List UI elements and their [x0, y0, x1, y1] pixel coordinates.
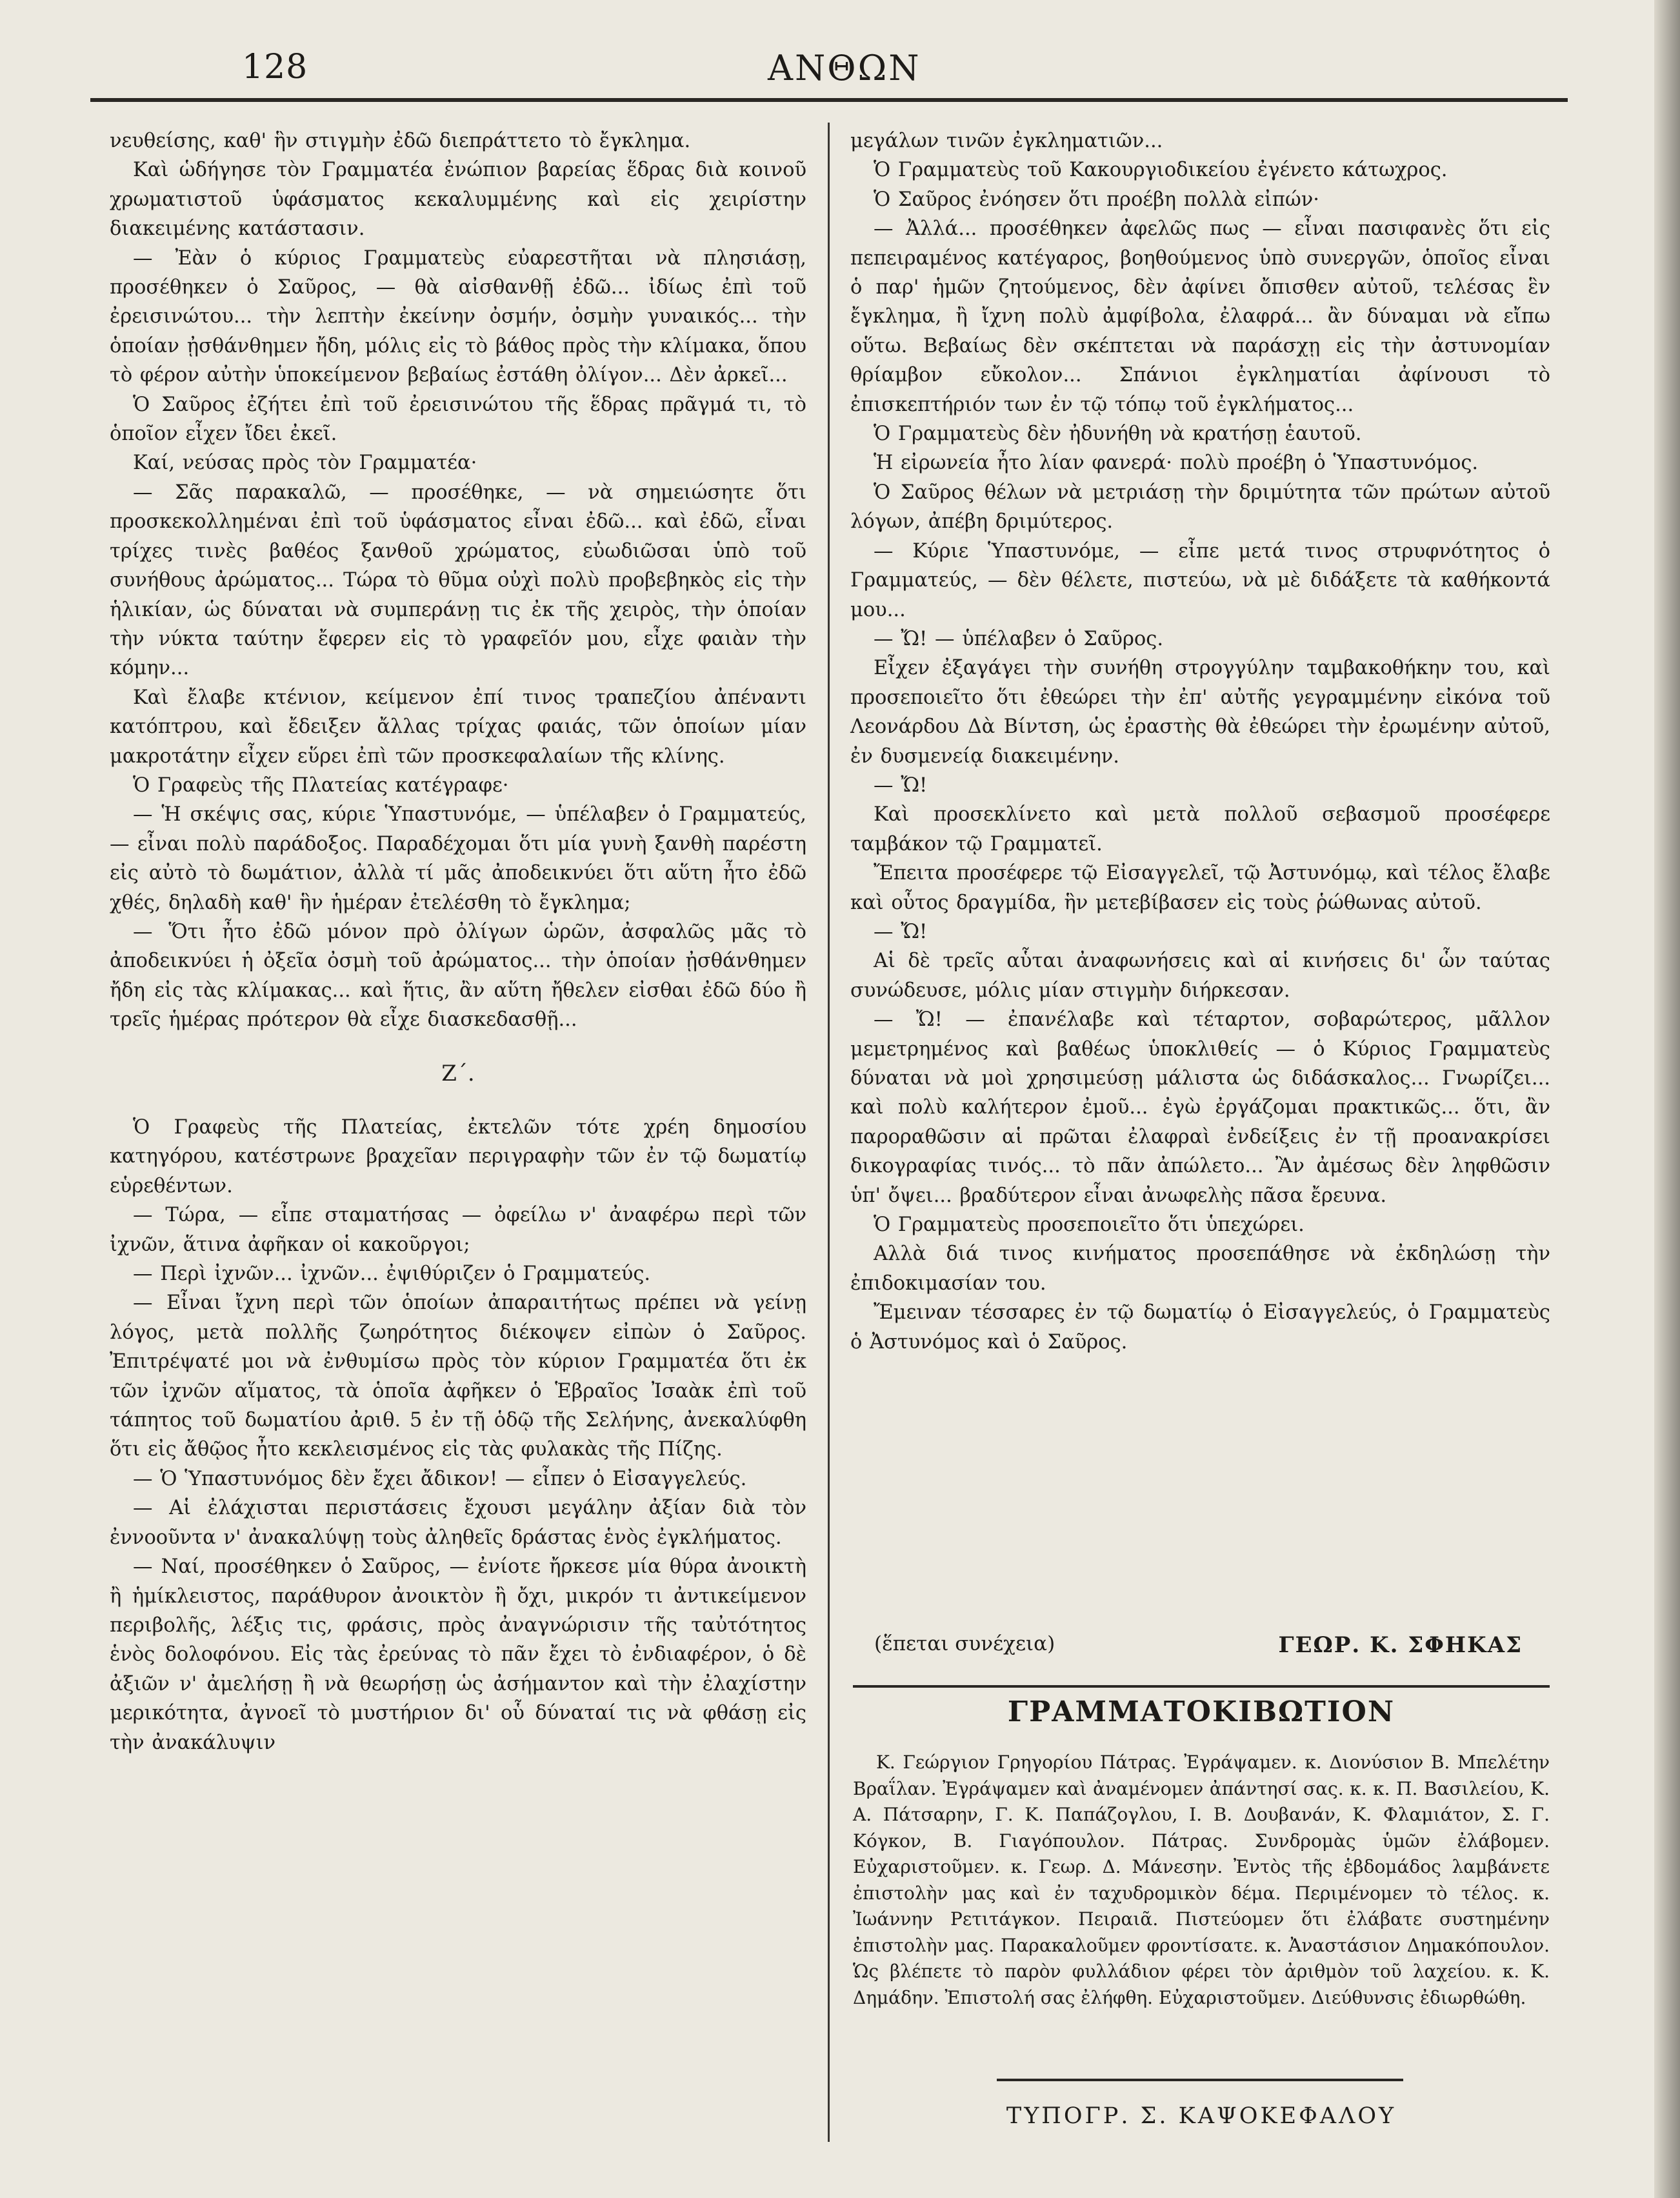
- section-heading: ΓΡΑΜΜΑΤΟΚΙΒΩΤΙΟΝ: [1007, 1695, 1395, 1728]
- paragraph: — Ὤ!: [874, 920, 928, 943]
- paragraph: Ὁ Γραμματεὺς δὲν ἠδυνήθη νὰ κρατήσῃ ἑαυτοῦ.: [874, 423, 1362, 446]
- paragraph: — Ἡ σκέψις σας, κύριε Ὑπαστυνόμε, — ὑπέλαβεν ὁ Γραμματεύς, — εἶναι πολὺ παράδοξος. Παραδέχομαι ὅτι μία γυνὴ ξανθὴ παρέστη εἰς αὐτὸ τὸ δωμάτιον, ἀλλὰ τί μᾶς ἀποδεικνύει ὅτι αὕτη ἦτο ἐδῶ χθές, δηλαδὴ καθ' ἣν ἡμέραν ἐτελέσθη τὸ ἔγκλημα;: [110, 803, 806, 914]
- paragraph: — Ὁ Ὑπαστυνόμος δὲν ἔχει ἄδικον! — εἶπεν ὁ Εἰσαγγελεύς.: [133, 1467, 747, 1490]
- paragraph: — Σᾶς παρακαλῶ, — προσέθηκε, — νὰ σημειώσητε ὅτι προσκεκολλημέναι ἐπὶ τοῦ ὑφάσματος εἶναι ἐδῶ... καὶ ἐδῶ, εἶναι τρίχες τινὲς βαθέος ξανθοῦ χρώματος, εὐωδιῶσαι ὑπὸ τοῦ συνήθους ἀρώματος... Τώρα τὸ θῦμα οὐχὶ πολὺ προβεβηκὸς εἰς τὴν ἡλικίαν, ὡς δύναται νὰ συμπεράνῃ τις ἐκ τῆς χειρὸς, τὴν ὁποίαν τὴν νύκτα ταύτην ἔφερεν εἰς τὸ γραφεῖόν μου, εἶχε φαιὰν τὴν κόμην...: [110, 481, 806, 680]
- chapter-number: Ζ΄.: [441, 1060, 475, 1086]
- paragraph: Ἡ εἰρωνεία ἦτο λίαν φανερά· πολὺ προέβη ὁ Ὑπαστυνόμος.: [874, 452, 1479, 475]
- page-header: [90, 45, 1568, 97]
- paragraph: — Περὶ ἰχνῶν... ἰχνῶν... ἐψιθύριζεν ὁ Γραμματεύς.: [133, 1263, 651, 1286]
- paragraph: Ὁ Σαῦρος θέλων νὰ μετριάσῃ τὴν δριμύτητα τῶν πρώτων αὐτοῦ λόγων, ἀπέβη δριμύτερος.: [850, 481, 1550, 534]
- header-rule: [90, 98, 1568, 102]
- paragraph: — Κύριε Ὑπαστυνόμε, — εἶπε μετά τινος στρυφνότητος ὁ Γραμματεύς, — δὲν θέλετε, πιστεύω, νὰ μὲ διδάξετε τὰ καθήκοντά μου...: [850, 539, 1550, 621]
- paragraph: Ὁ Γραφεὺς τῆς Πλατείας, ἐκτελῶν τότε χρέη δημοσίου κατηγόρου, κατέστρωνε βραχεῖαν περιγραφὴν τῶν ἐν τῷ δωματίῳ εὑρεθέντων.: [110, 1116, 806, 1197]
- paragraph: Ἔμειναν τέσσαρες ἐν τῷ δωματίῳ ὁ Εἰσαγγελεύς, ὁ Γραμματεὺς ὁ Ἀστυνόμος καὶ ὁ Σαῦρος.: [850, 1301, 1550, 1354]
- binding-shadow: [1654, 0, 1680, 2198]
- paragraph: — Ἀλλά... προσέθηκεν ἀφελῶς πως — εἶναι πασιφανὲς ὅτι εἰς πεπειραμένος κατέγαρος, βοηθούμενος ὑπὸ συνεργῶν, ὁποῖος εἶναι ὁ παρ' ἡμῶν ζητούμενος, δὲν ἀφίνει ὄπισθεν αὐτοῦ, τελέσας ἓν ἔγκλημα, ἢ ἴχνη πολὺ ἀμφίβολα, ἐλαφρά... ἂν δύναμαι νὰ εἴπω οὕτω. Βεβαίως δὲν σκέπτεται νὰ παράσχῃ εἰς τὴν ἀστυνομίαν θρίαμβον εὔκολον... Σπάνιοι ἐγκληματίαι ἀφίνουσι τὸ ἐπισκεπτήριόν των ἐν τῷ τόπῳ τοῦ ἐγκλήματος...: [850, 217, 1550, 416]
- paragraph: — Ὤ!: [874, 774, 928, 797]
- paragraph: — Ὅτι ἦτο ἐδῶ μόνον πρὸ ὀλίγων ὡρῶν, ἀσφαλῶς μᾶς τὸ ἀποδεικνύει ἡ ὀξεῖα ὀσμὴ τοῦ ἀρώματος... τὴν ὁποίαν ᾐσθάνθημεν ἤδη εἰς τὰς κλίμακας... καὶ ἥτις, ἂν αὕτη ἤθελεν εἰσθαι ἐδῶ δύο ἢ τρεῖς ἡμέρας πρότερον θὰ εἶχε διασκεδασθῇ...: [110, 920, 806, 1032]
- printer-imprint: ΤΥΠΟΓΡ. Σ. ΚΑΨΟΚΕΦΑΛΟΥ: [1006, 2103, 1397, 2129]
- paragraph: — Ὤ! — ὑπέλαβεν ὁ Σαῦρος.: [874, 627, 1164, 650]
- paragraph: — Ἐὰν ὁ κύριος Γραμματεὺς εὐαρεστῆται νὰ πλησιάσῃ, προσέθηκεν ὁ Σαῦρος, — θὰ αἰσθανθῇ ἐδῶ... ἰδίως ἐπὶ τοῦ ἐρεισινώτου... τὴν λεπτὴν ἐκείνην ὀσμήν, ὀσμὴν γυναικός... τὴν ὁποίαν ᾐσθάνθημεν ἤδη, μόλις εἰς τὸ βάθος πρὸς τὴν κλίμακα, ὅπου τὸ φέρον αὐτὴν ὑποκείμενον βεβαίως ἐστάθη ὀλίγον... Δὲν ἀρκεῖ...: [110, 246, 806, 387]
- paragraph: Καὶ ὡδήγησε τὸν Γραμματέα ἐνώπιον βαρείας ἕδρας διὰ κοινοῦ χρωματιστοῦ ὑφάσματος κεκαλυμμένης καὶ εἰς χειρίστην διακειμένης κατάστασιν.: [110, 159, 806, 241]
- imprint-rule: [997, 2079, 1403, 2081]
- paragraph: Καί, νεύσας πρὸς τὸν Γραμματέα·: [133, 452, 477, 475]
- paragraph: Ἔπειτα προσέφερε τῷ Εἰσαγγελεῖ, τῷ Ἀστυνόμῳ, καὶ τέλος ἔλαβε καὶ οὗτος δραγμίδα, ἣν μετεβίβασεν εἰς τοὺς ῥώθωνας αὐτοῦ.: [850, 862, 1550, 914]
- paragraph: Εἶχεν ἐξαγάγει τὴν συνήθη στρογγύλην ταμβακοθήκην του, καὶ προσεποιεῖτο ὅτι ἐθεώρει τὴν ἐπ' αὐτῆς γεγραμμένην εἰκόνα τοῦ Λεονάρδου Δὰ Βίντση, ὡς ἐραστὴς θὰ ἐθεώρει τὴν ἐρωμένην αὐτοῦ, ἐν δυσμενείᾳ διακειμένην.: [850, 657, 1550, 768]
- paragraph: μεγάλων τινῶν ἐγκληματιῶν...: [850, 130, 1163, 152]
- signature-line: [855, 1632, 1548, 1664]
- paragraph: Ὁ Γραμματεὺς τοῦ Κακουργιοδικείου ἐγένετο κάτωχρος.: [874, 159, 1448, 182]
- paragraph: Ὁ Γραφεὺς τῆς Πλατείας κατέγραφε·: [133, 774, 509, 797]
- paragraph: — Τώρα, — εἶπε σταματήσας — ὀφείλω ν' ἀναφέρω περὶ τῶν ἰχνῶν, ἅτινα ἀφῆκαν οἱ κακοῦργοι;: [110, 1204, 806, 1256]
- author-signature: ΓΕΩΡ. Κ. ΣΦΗΚΑΣ: [1278, 1632, 1523, 1658]
- section-rule: [853, 1685, 1550, 1688]
- left-column: [110, 126, 806, 1757]
- right-column: [850, 126, 1550, 1357]
- paragraph: Καὶ ἔλαβε κτένιον, κείμενον ἐπί τινος τραπεζίου ἀπέναντι κατόπτρου, καὶ ἔδειξεν ἄλλας τρίχας φαιάς, τῶν ὁποίων μίαν μακροτάτην εἶχεν εὕρει ἐπὶ τῶν προσκεφαλαίων τῆς κλίνης.: [110, 686, 806, 768]
- paragraph: Ὁ Σαῦρος ἐνόησεν ὅτι προέβη πολλὰ εἰπών·: [874, 188, 1319, 211]
- continued-note: (ἕπεται συνέχεια): [874, 1632, 1055, 1655]
- paragraph: — Ὤ! — ἐπανέλαβε καὶ τέταρτον, σοβαρώτερος, μᾶλλον μεμετρημένος καὶ βαθέως ὑποκλιθείς — ὁ Κύριος Γραμματεὺς δύναται νὰ μοὶ χρησιμεύσῃ μάλιστα ὡς διδάσκαλος... Γνωρίζει... καὶ πολὺ καλήτερον ἐμοῦ... ἐγὼ ἐργάζομαι πρακτικῶς... ὅτι, ἂν παροραθῶσιν αἱ πρῶται ἐλαφραὶ ἐνδείξεις ἐν τῇ προανακρίσει δικογραφίας τινός... τὸ πᾶν ἀπώλετο... Ἂν ἀμέσως δὲν ληφθῶσιν ὑπ' ὄψει... βραδύτερον εἶναι ἀνωφελὴς πᾶσα ἔρευνα.: [850, 1008, 1550, 1207]
- paragraph: Αἱ δὲ τρεῖς αὗται ἀναφωνήσεις καὶ αἱ κινήσεις δι' ὧν ταύτας συνώδευσε, μόλις μίαν στιγμὴν διήρκεσαν.: [850, 950, 1550, 1002]
- notices: [853, 1750, 1550, 2011]
- notice-paragraph: Κ. Γεώργιον Γρηγορίου Πάτρας. Ἐγράψαμεν. κ. Διονύσιον Β. Μπελέτην Βραΐλαν. Ἐγράψαμεν καὶ ἀναμένομεν ἀπάντησί σας. κ. κ. Π. Βασιλείου, Κ. Α. Πάτσαρην, Γ. Κ. Παπάζογλου, Ι. Β. Δουβανάν, Κ. Φλαμιάτον, Σ. Γ. Κόγκον, Β. Γιαγόπουλον. Πάτρας. Συνδρομὰς ὑμῶν ἐλάβομεν. Εὐχαριστοῦμεν. κ. Γεωρ. Δ. Μάνεσην. Ἐντὸς τῆς ἑβδομάδος λαμβάνετε ἐπιστολὴν μας καὶ ἐν ταχυδρομικὸν δέμα. Περιμένομεν τὸ τέλος. κ. Ἰωάννην Ρετιτάγκον. Πειραιᾶ. Πιστεύομεν ὅτι ἐλάβατε συστημένην ἐπιστολὴν μας. Παρακαλοῦμεν φροντίσατε. κ. Ἀναστάσιον Δημακόπουλον. Ὡς βλέπετε τὸ παρὸν φυλλάδιον φέρει τὸν ἀριθμὸν τοῦ λαχείου. κ. Κ. Δημάδην. Ἐπιστολή σας ἐλήφθη. Εὐχαριστοῦμεν. Διεύθυνσις ἐδιωρθώθη.: [853, 1752, 1550, 2008]
- page-number: 128: [242, 48, 308, 86]
- column-divider: [828, 123, 830, 2142]
- paragraph: — Εἶναι ἴχνη περὶ τῶν ὁποίων ἀπαραιτήτως πρέπει νὰ γείνῃ λόγος, μετὰ πολλῆς ζωηρότητος διέκοψεν εἰπὼν ὁ Σαῦρος. Ἐπιτρέψατέ μοι νὰ ἐνθυμίσω πρὸς τὸν κύριον Γραμματέα ὅτι ἐκ τῶν ἰχνῶν αἵματος, τὰ ὁποῖα ἀφῆκεν ὁ Ἑβραῖος Ἰσαὰκ ἐπὶ τοῦ τάπητος τοῦ δωματίου ἀριθ. 5 ἐν τῇ ὁδῷ τῆς Σελήνης, ἀνεκαλύφθη ὅτι εἰς ἄθῷος ἦτο κεκλεισμένος εἰς τὰς φυλακὰς τῆς Πίζης.: [110, 1292, 806, 1461]
- paragraph: νευθείσης, καθ' ἣν στιγμὴν ἐδῶ διεπράττετο τὸ ἔγκλημα.: [110, 130, 691, 152]
- running-title: ΑΝΘΩΝ: [768, 48, 921, 88]
- paragraph: Αλλὰ διά τινος κινήματος προσεπάθησε νὰ ἐκδηλώσῃ τὴν ἐπιδοκιμασίαν του.: [850, 1243, 1550, 1295]
- paragraph: Καὶ προσεκλίνετο καὶ μετὰ πολλοῦ σεβασμοῦ προσέφερε ταμβάκον τῷ Γραμματεῖ.: [850, 803, 1550, 855]
- paragraph: — Ναί, προσέθηκεν ὁ Σαῦρος, — ἐνίοτε ἤρκεσε μία θύρα ἀνοικτὴ ἢ ἡμίκλειστος, παράθυρον ἀνοικτὸν ἢ ὄχι, μικρόν τι ἀντικείμενον περιβολῆς, λέξις τις, φράσις, πρὸς ἀναγνώρισιν τῆς ταὐτότητος ἑνὸς δολοφόνου. Εἰς τὰς ἐρεύνας τὸ πᾶν ἔχει τὸ ἐνδιαφέρον, ὁ δὲ ἀξιῶν ν' ἀμελήσῃ ἢ νὰ θεωρήσῃ ὡς ἀσήμαντον καὶ τὴν ἐλαχίστην μερικότητα, ἀγνοεῖ τὸ μυστήριον δι' οὗ δύναταί τις νὰ φθάσῃ εἰς τὴν ἀνακάλυψιν: [110, 1555, 806, 1754]
- paragraph: Ὁ Γραμματεὺς προσεποιεῖτο ὅτι ὑπεχώρει.: [874, 1214, 1305, 1237]
- paragraph: — Αἱ ἐλάχισται περιστάσεις ἔχουσι μεγάλην ἀξίαν διὰ τὸν ἐννοοῦντα ν' ἀνακαλύψῃ τοὺς ἀληθεῖς δράστας ἑνὸς ἐγκλήματος.: [110, 1497, 806, 1549]
- paragraph: Ὁ Σαῦρος ἐζήτει ἐπὶ τοῦ ἐρεισινώτου τῆς ἕδρας πρᾶγμά τι, τὸ ὁποῖον εἶχεν ἴδει ἐκεῖ.: [110, 393, 806, 446]
